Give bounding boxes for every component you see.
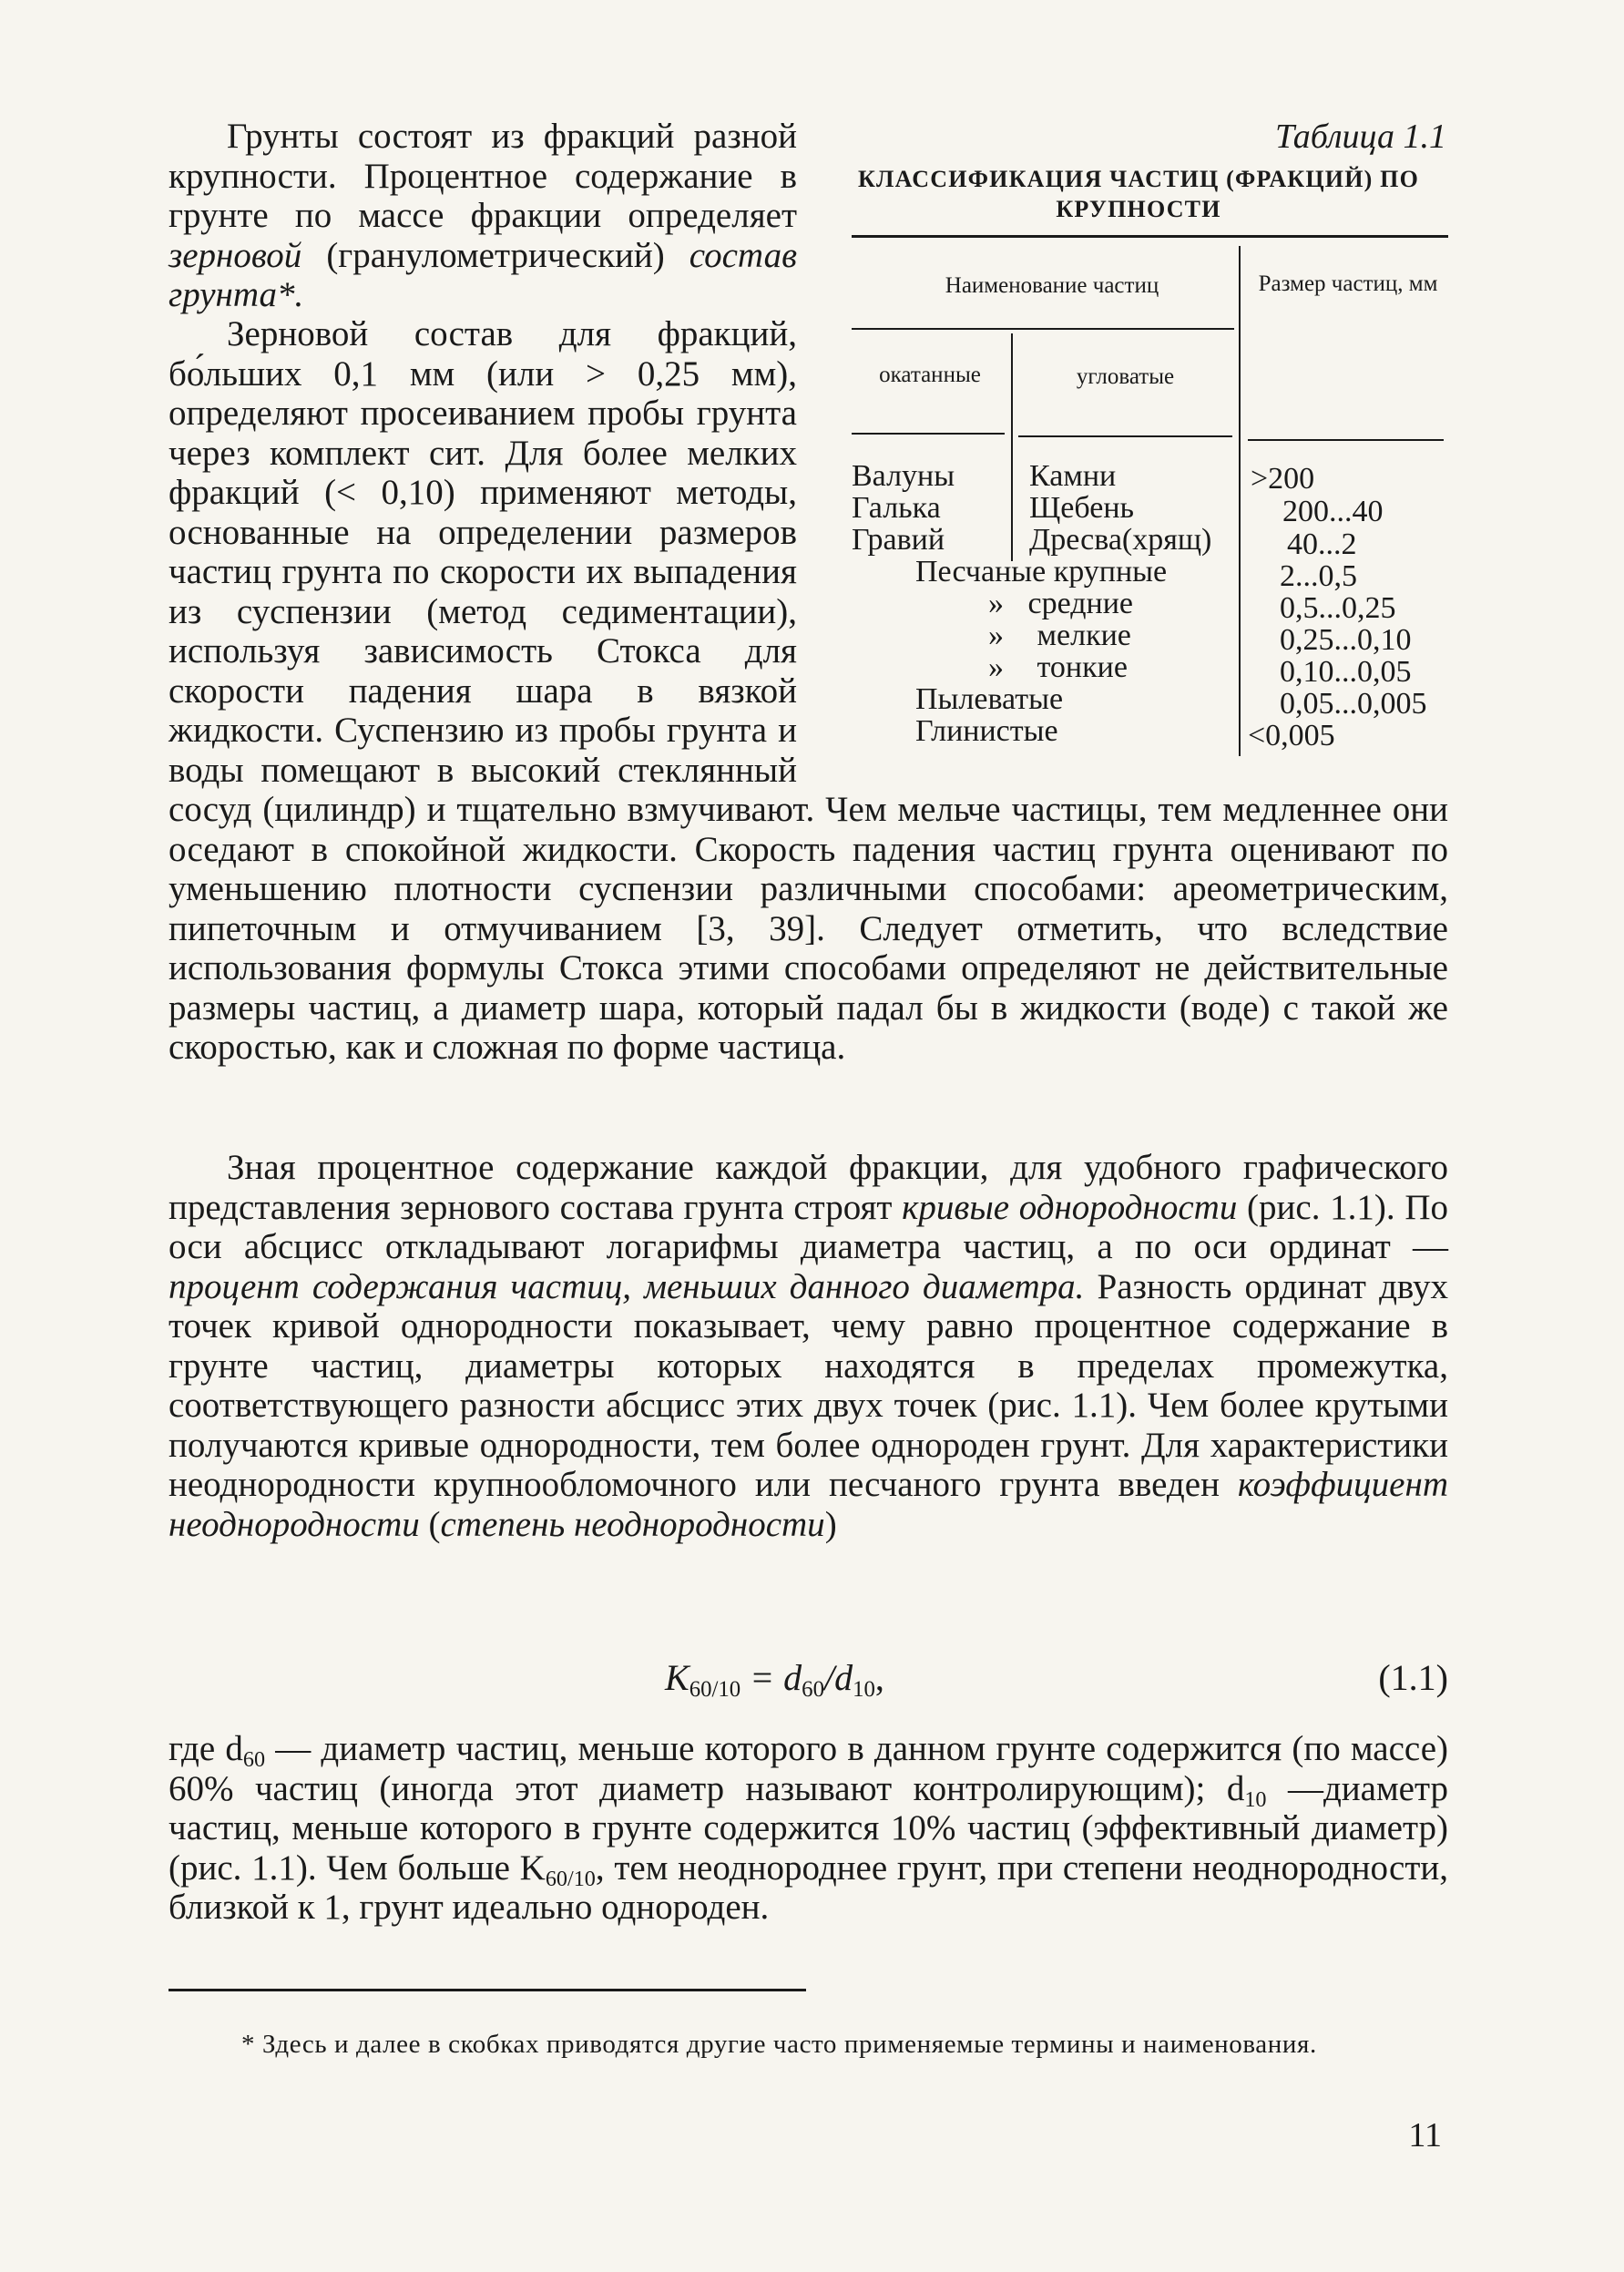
curves-text-1: Зная процентное содержание каждой фракции, для удобного графического представления зернового состава грунта строят (169, 1148, 1448, 1227)
sand-size-4: 0,05...0,005 (1280, 687, 1427, 721)
footnote: * Здесь и далее в скобках приводятся другие часто применяемые термины и наименования. (241, 2030, 1317, 2059)
def-b-sub: 10 (1244, 1786, 1267, 1812)
row-size-2: 40...2 (1287, 527, 1357, 561)
intro-text: Грунты состоят из фракций разной крупности. Процентное содержание в грунте по массе фракции определяет (169, 117, 797, 235)
header-rounded: окатанные (879, 363, 981, 387)
def-c-sub: 60/10 (545, 1866, 596, 1891)
curves-text-4: ( (419, 1504, 441, 1544)
table-header-rule-left (852, 433, 1005, 435)
sieve-paragraph (169, 314, 1448, 1068)
header-name: Наименование частиц (945, 273, 1159, 298)
sand-size-3: 0,10...0,05 (1280, 655, 1412, 689)
curves-text-5: ) (824, 1504, 837, 1544)
def-a: где d (169, 1729, 243, 1768)
intro-mid: (гранулометрический) (301, 235, 689, 275)
term-coefficient: коэффициент неоднородности (169, 1465, 1448, 1544)
formula-expression: $K_{60/10} = d_{60}/d_{10}$, (665, 1657, 884, 1702)
sieve-text: Зерновой состав для фракций, бо́льших 0,1 мм (или > 0,25 мм), определяют просеиванием пробы грунта через комплект сит. Для более мелких фракций (< 0,10) применяют методы, основанные на определении размеров частиц грунта по скорости их выпадения из суспензии (метод седиментации), используя зависимость Стокса для скорости падения шара в вязкой жидкости. Суспензию из пробы грунта и воды помещают в высокий стеклянный сосуд (цилиндр) и тщательно взмучивают. Чем мельче частицы, тем медленнее они оседают в спокойной жидкости. Скорость падения частиц грунта оценивают по уменьшению плотности суспензии различными способами: ареометрическим, пипеточным и отмучиванием [3, 39]. Следует отметить, что вследствие использования формулы Стокса этими способами определяют не действительные размеры частиц, а диаметр шара, который падал бы в жидкости (воде) с такой же скоростью, как и сложная по форме частица. (169, 314, 1448, 1067)
sand-name-2: » мелкие (988, 619, 1131, 652)
table-type-divider (1011, 333, 1013, 561)
footnote-rule (169, 1989, 806, 1991)
row-angular-2: Дресва(хрящ) (1029, 523, 1212, 557)
curves-paragraph (169, 1148, 1448, 1544)
row-rounded-2: Гравий (852, 523, 945, 557)
table-header-rule-mid (1018, 435, 1232, 437)
row-size-0: >200 (1251, 462, 1315, 496)
table-title: КЛАССИФИКАЦИЯ ЧАСТИЦ (ФРАКЦИЙ) ПО КРУПНОСТИ (857, 166, 1420, 222)
row-angular-1: Щебень (1029, 491, 1135, 525)
sand-size-2: 0,25...0,10 (1280, 623, 1412, 657)
row-size-1: 200...40 (1282, 495, 1384, 528)
sand-name-4: Пылеватые (915, 682, 1064, 716)
def-c: —диаметр частиц, меньше которого в грунте содержится 10% частиц (эффективный диаметр) (рис. 1.1). Чем больше K (169, 1768, 1448, 1888)
formula-1-1 (169, 1656, 1448, 1702)
table-top-rule (852, 235, 1448, 238)
header-angular: угловатые (1076, 364, 1175, 389)
row-angular-0: Камни (1029, 459, 1117, 493)
sand-name-3: » тонкие (988, 650, 1128, 684)
table-size-divider (1239, 246, 1241, 756)
term-percent: процент содержания частиц, меньших данного диаметра. (169, 1266, 1085, 1306)
table-name-rule (852, 328, 1234, 330)
sand-name-5: Глинистые (915, 714, 1058, 748)
row-rounded-1: Галька (852, 491, 941, 525)
sand-name-1: » средние (988, 587, 1134, 620)
def-b: — диаметр частиц, меньше которого в данном грунте содержится (по массе) 60% частиц (иногда этот диаметр называют контролирующим); d (169, 1729, 1448, 1808)
def-a-sub: 60 (242, 1746, 266, 1772)
sand-name-0: Песчаные крупные (915, 555, 1168, 588)
term-composition: состав грунта*. (169, 235, 797, 314)
sand-size-1: 0,5...0,25 (1280, 591, 1396, 625)
table-caption: Таблица 1.1 (1275, 118, 1446, 156)
term-grain: зерновой (169, 235, 302, 275)
def-d: , тем неоднороднее грунт, при степени неоднородности, близкой к 1, грунт идеально однороден. (169, 1847, 1448, 1927)
curves-text-3: Разность ординат двух точек кривой однородности показывает, чему равно процентное содержание в грунте частиц, диаметры которых находятся в пределах промежутка, соответствующего разности абсцисс этих двух точек (рис. 1.1). Чем более крутыми получаются кривые однородности, тем более однороден грунт. Для характеристики неоднородности крупнообломочного или песчаного грунта введен (169, 1266, 1448, 1504)
term-curves: кривые однородности (902, 1187, 1238, 1227)
sand-size-5: <0,005 (1248, 719, 1335, 752)
definition-paragraph (169, 1729, 1448, 1928)
formula-number: (1.1) (1378, 1657, 1448, 1698)
row-rounded-0: Валуны (852, 459, 955, 493)
table-header-rule-right (1248, 439, 1444, 441)
page-number: 11 (1408, 2116, 1442, 2154)
sand-size-0: 2...0,5 (1280, 559, 1357, 593)
curves-text-2: (рис. 1.1). По оси абсцисс откладывают логарифмы диаметра частиц, а по оси ординат — (169, 1187, 1449, 1266)
header-size: Размер частиц, мм (1258, 271, 1438, 296)
term-degree: степень неоднородности (440, 1504, 825, 1544)
intro-paragraph (169, 117, 797, 315)
